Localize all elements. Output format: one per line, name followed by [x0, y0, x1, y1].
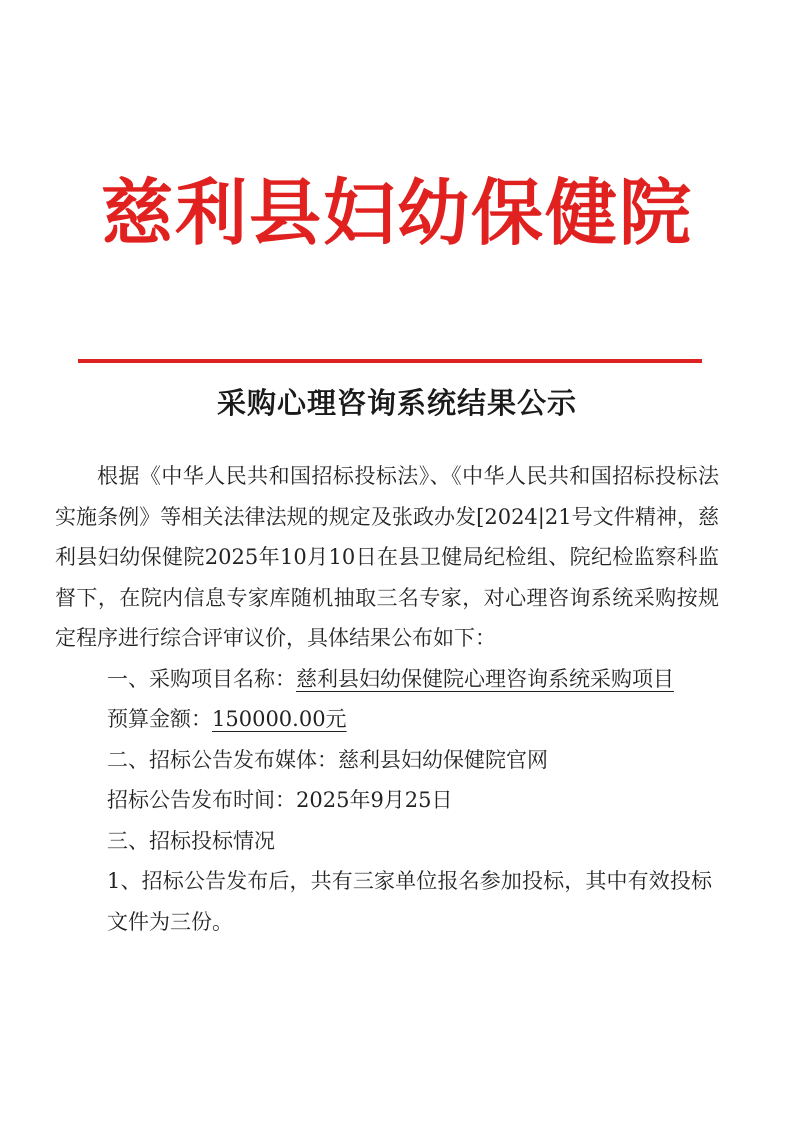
time-line	[107, 780, 719, 821]
section-3-heading: 三、招标投标情况	[107, 828, 275, 853]
budget-label: 预算金额：	[107, 707, 212, 731]
project-value: 慈利县妇幼保健院心理咨询系统采购项目	[296, 666, 674, 691]
budget-value: 150000.00元	[212, 707, 347, 731]
time-value: 2025年9月25日	[296, 788, 453, 812]
media-label: 二、招标公告发布媒体：	[107, 747, 338, 772]
letterhead-org-name: 慈利县妇幼保健院	[100, 170, 693, 255]
section-3-point-1: 1、招标公告发布后，共有三家单位报名参加投标，其中有效投标文件为三份。	[107, 869, 712, 934]
letterhead-red-rule	[78, 359, 702, 363]
budget-line	[107, 699, 719, 740]
document-title: 采购心理咨询系统结果公示	[216, 386, 577, 420]
intro-paragraph: 根据《中华人民共和国招标投标法》、《中华人民共和国招标投标法实施条例》等相关法律法规的规定及张政办发[2024|21号文件精神，慈利县妇幼保健院2025年10月10日在县卫健局纪检组、院纪检监察科监督下，在院内信息专家库随机抽取三名专家，对心理咨询系统采购按规定程序进行综合评审议价，具体结果公布如下：	[55, 464, 719, 650]
document-body	[55, 456, 719, 942]
media-value: 慈利县妇幼保健院官网	[338, 747, 548, 772]
project-label: 一、采购项目名称：	[107, 666, 296, 691]
time-label: 招标公告发布时间：	[107, 788, 296, 812]
project-line	[107, 659, 719, 700]
media-line	[107, 740, 719, 781]
